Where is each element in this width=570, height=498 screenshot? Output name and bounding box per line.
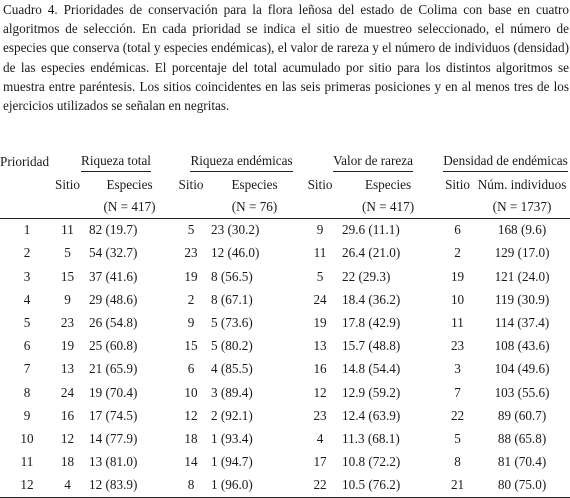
header-row-n <box>0 196 570 219</box>
priority-cell: 6 <box>23 338 31 354</box>
site-cell: 19 <box>313 314 327 330</box>
value-cell: 37 (41.6) <box>89 268 138 284</box>
priority-cell: 5 <box>23 314 31 330</box>
n-header: (N = 1737) <box>474 196 570 219</box>
value-header: Especies <box>106 176 153 192</box>
site-cell: 21 <box>441 474 474 498</box>
site-cell: 15 <box>60 268 75 284</box>
value-cell: 168 (9.6) <box>497 222 547 238</box>
value-cell: 81 (70.4) <box>497 454 547 470</box>
value-cell: 14 (77.9) <box>89 430 138 446</box>
site-header: Sitio <box>55 176 80 192</box>
priority-cell: 1 <box>23 222 31 238</box>
value-cell: 29.6 (11.1) <box>342 222 400 238</box>
value-cell: 5 (80.2) <box>211 338 253 354</box>
site-cell: 6 <box>454 222 461 238</box>
priority-cell: 4 <box>23 291 31 307</box>
site-cell: 9 <box>64 291 71 307</box>
site-cell: 24 <box>313 291 327 307</box>
site-cell: 18 <box>184 430 198 446</box>
site-cell: 4 <box>54 474 81 498</box>
site-cell: 23 <box>313 407 327 423</box>
value-cell: 23 (30.2) <box>211 222 260 238</box>
value-header: Especies <box>231 176 278 192</box>
value-cell: 88 (65.8) <box>497 430 547 446</box>
site-cell: 2 <box>454 245 461 261</box>
table-row <box>0 219 570 243</box>
site-header: Sitio <box>445 176 470 192</box>
table-row <box>0 428 570 451</box>
site-cell: 23 <box>450 338 465 354</box>
priority-cell: 12 <box>0 474 54 498</box>
site-cell: 3 <box>454 361 461 377</box>
site-cell: 5 <box>64 245 71 261</box>
group-header-riqueza-endemicas: Riqueza endémicas <box>178 150 305 174</box>
site-cell: 8 <box>178 474 204 498</box>
value-cell: 121 (24.0) <box>494 268 550 284</box>
site-header: Sitio <box>178 176 204 192</box>
header-row-sub <box>0 174 570 196</box>
site-header: Sitio <box>307 176 333 192</box>
value-cell: 2 (92.1) <box>211 407 253 423</box>
value-cell: 4 (85.5) <box>211 361 253 377</box>
value-header: Núm. individuos <box>477 176 567 192</box>
site-cell: 5 <box>316 268 324 284</box>
value-cell: 18.4 (36.2) <box>342 291 401 307</box>
value-cell: 114 (37.4) <box>494 314 550 330</box>
table-row <box>0 405 570 428</box>
site-cell: 13 <box>313 338 327 354</box>
value-cell: 22 (29.3) <box>342 268 391 284</box>
table-row <box>0 312 570 335</box>
site-cell: 4 <box>316 430 324 446</box>
site-cell: 5 <box>187 222 195 238</box>
table-row <box>0 474 570 498</box>
site-cell: 17 <box>313 454 327 470</box>
site-cell: 22 <box>305 474 335 498</box>
value-cell: 12 (83.9) <box>81 474 178 498</box>
value-cell: 108 (43.6) <box>494 338 550 354</box>
value-cell: 17.8 (42.9) <box>342 314 401 330</box>
site-cell: 13 <box>60 361 75 377</box>
site-cell: 9 <box>316 222 324 238</box>
value-cell: 1 (93.4) <box>211 430 253 446</box>
value-cell: 12.9 (59.2) <box>342 384 401 400</box>
value-cell: 8 (56.5) <box>211 268 253 284</box>
site-cell: 11 <box>61 222 74 238</box>
value-cell: 12.4 (63.9) <box>342 407 401 423</box>
conservation-priorities-table <box>0 150 570 498</box>
site-cell: 14 <box>184 454 198 470</box>
table-row <box>0 381 570 404</box>
value-cell: 19 (70.4) <box>89 384 138 400</box>
site-cell: 11 <box>451 314 464 330</box>
value-cell: 8 (67.1) <box>211 291 253 307</box>
header-row-groups <box>0 150 570 174</box>
group-header-densidad-endemicas: Densidad de endémicas <box>441 150 570 174</box>
table-row <box>0 265 570 288</box>
value-cell: 26 (54.8) <box>89 314 138 330</box>
site-cell: 18 <box>60 454 75 470</box>
priority-cell: 9 <box>23 407 31 423</box>
value-cell: 17 (74.5) <box>89 407 138 423</box>
value-cell: 1 (94.7) <box>211 454 253 470</box>
value-cell: 25 (60.8) <box>89 338 138 354</box>
table-row <box>0 358 570 381</box>
priority-cell: 7 <box>23 361 31 377</box>
value-cell: 5 (73.6) <box>211 314 253 330</box>
value-cell: 129 (17.0) <box>494 245 550 261</box>
value-cell: 3 (89.4) <box>211 384 253 400</box>
priority-cell: 8 <box>23 384 31 400</box>
site-cell: 10 <box>450 291 465 307</box>
n-header: (N = 417) <box>81 196 178 219</box>
value-cell: 14.8 (54.4) <box>342 361 401 377</box>
value-cell: 10.5 (76.2) <box>335 474 441 498</box>
site-cell: 12 <box>184 407 198 423</box>
site-cell: 24 <box>60 384 75 400</box>
table-row <box>0 242 570 265</box>
table-row <box>0 451 570 474</box>
value-cell: 104 (49.6) <box>494 361 550 377</box>
n-header: (N = 417) <box>335 196 441 219</box>
value-cell: 119 (30.9) <box>494 291 550 307</box>
site-cell: 19 <box>60 338 75 354</box>
site-cell: 12 <box>313 384 327 400</box>
site-cell: 6 <box>187 361 195 377</box>
table-caption: Cuadro 4. Prioridades de conservación para la flora leñosa del estado de Colima con base en cuatro algoritmos de selección. En cada prioridad se indica el sitio de muestreo seleccionado, el número de especies que conserva (total y especies endémicas), el valor de rareza y el número de individuos (densidad) de las especies endémicas. El porcentaje del total acumulado por sitio para los distintos algoritmos se muestra entre paréntesis. Los sitios coincidentes en las seis primeras posiciones y en al menos tres de los ejercicios utilizados se señalan en negritas. <box>3 2 569 114</box>
site-cell: 5 <box>454 430 461 446</box>
priority-cell: 10 <box>20 430 34 446</box>
site-cell: 10 <box>184 384 198 400</box>
value-cell: 80 (75.0) <box>474 474 570 498</box>
site-cell: 19 <box>450 268 465 284</box>
priority-cell: 3 <box>23 268 31 284</box>
value-cell: 15.7 (48.8) <box>342 338 401 354</box>
site-cell: 8 <box>454 454 461 470</box>
value-cell: 13 (81.0) <box>89 454 138 470</box>
n-header: (N = 76) <box>204 196 305 219</box>
site-cell: 22 <box>450 407 465 423</box>
value-cell: 12 (46.0) <box>211 245 260 261</box>
value-cell: 89 (60.7) <box>497 407 547 423</box>
site-cell: 19 <box>184 268 198 284</box>
site-cell: 15 <box>184 338 198 354</box>
site-cell: 11 <box>313 245 327 261</box>
site-cell: 23 <box>184 245 198 261</box>
priority-cell: 2 <box>23 245 31 261</box>
site-cell: 23 <box>60 314 75 330</box>
site-cell: 2 <box>187 291 195 307</box>
site-cell: 7 <box>454 384 461 400</box>
value-header: Especies <box>364 176 412 192</box>
table-row <box>0 335 570 358</box>
group-header-riqueza-total: Riqueza total <box>54 150 178 174</box>
site-cell: 9 <box>187 314 195 330</box>
table-row <box>0 289 570 312</box>
group-header-valor-rareza: Valor de rareza <box>305 150 441 174</box>
site-cell: 16 <box>313 361 327 377</box>
table-body <box>0 219 570 498</box>
value-cell: 54 (32.7) <box>89 245 138 261</box>
value-cell: 10.8 (72.2) <box>342 454 401 470</box>
value-cell: 29 (48.6) <box>89 291 138 307</box>
priority-header: Prioridad <box>0 153 50 169</box>
priority-cell: 11 <box>20 454 34 470</box>
value-cell: 82 (19.7) <box>89 222 138 238</box>
value-cell: 103 (55.6) <box>494 384 550 400</box>
site-cell: 16 <box>60 407 75 423</box>
value-cell: 1 (96.0) <box>204 474 305 498</box>
value-cell: 21 (65.9) <box>89 361 138 377</box>
value-cell: 26.4 (21.0) <box>342 245 401 261</box>
value-cell: 11.3 (68.1) <box>342 430 400 446</box>
site-cell: 12 <box>60 430 75 446</box>
